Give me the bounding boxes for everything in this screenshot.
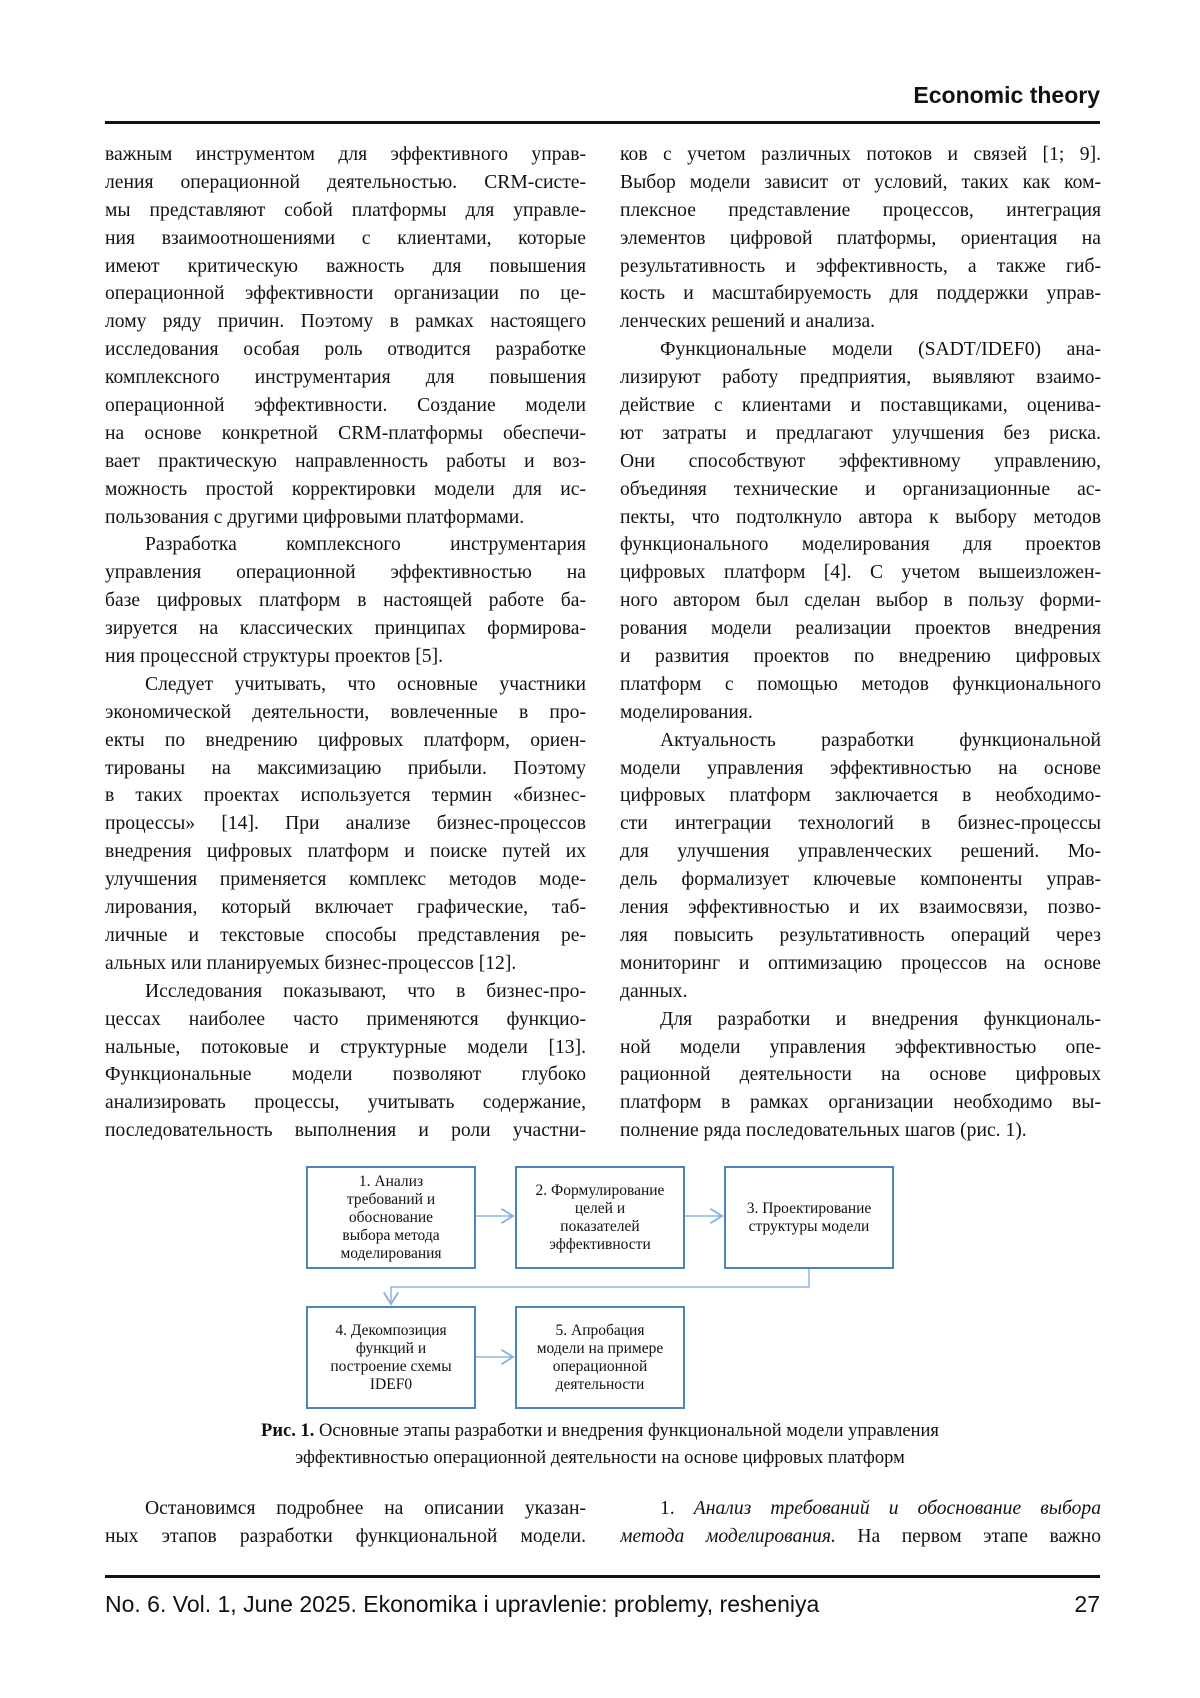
text-line: пользования с другими цифровыми платформами. — [105, 504, 586, 532]
caption-label: Рис. 1. — [261, 1421, 314, 1441]
step-label: 5. Апробация модели на примере операционной деятельности — [537, 1322, 664, 1394]
step-heading-cont: метода моделирования. — [620, 1526, 836, 1547]
step-number: 1. — [660, 1498, 694, 1519]
text-line: последовательность выполнения и роли участни- — [105, 1117, 586, 1145]
text-line: модели управления эффективностью на основе — [620, 755, 1101, 783]
step-heading: Анализ требований и обоснование выбора — [694, 1498, 1101, 1519]
text-line: анализировать процессы, учитывать содержание, — [105, 1089, 586, 1117]
text-line: экономической деятельности, вовлеченные в про- — [105, 699, 586, 727]
figure-caption — [0, 1418, 1200, 1472]
text-line: Выбор модели зависит от условий, таких как ком- — [620, 169, 1101, 197]
text-line: платформ с помощью методов функционального — [620, 671, 1101, 699]
bottom-right-paragraph — [620, 1495, 1101, 1551]
text-line: мониторинг и оптимизацию процессов на основе — [620, 950, 1101, 978]
step-box-1 — [306, 1166, 476, 1269]
step-label: 2. Формулирование целей и показателей эффективности — [536, 1182, 665, 1254]
text-line: Разработка комплексного инструментария — [105, 531, 586, 559]
text-line: цифровых платформ [4]. С учетом вышеизложен- — [620, 559, 1101, 587]
text-line: можность простой корректировки модели для ис- — [105, 476, 586, 504]
text-line: плексное представление процессов, интеграция — [620, 197, 1101, 225]
step-box-3 — [724, 1166, 894, 1269]
step-label: 1. Анализ требований и обоснование выбора метода моделирования — [340, 1173, 441, 1263]
text-line: ного автором был сделан выбор в пользу форми- — [620, 587, 1101, 615]
text-line: ной модели управления эффективностью опе- — [620, 1034, 1101, 1062]
text-line: ют затраты и предлагают улучшения без риска. — [620, 420, 1101, 448]
text-line: нальные, потоковые и структурные модели [13]. — [105, 1034, 586, 1062]
text-line: операционной эффективности. Создание модели — [105, 392, 586, 420]
text-line: кость и масштабируемость для поддержки управ- — [620, 280, 1101, 308]
footer-rule — [105, 1575, 1100, 1578]
text-line: Остановимся подробнее на описании указан- — [105, 1495, 586, 1523]
text-line: ния взаимоотношениями с клиентами, которые — [105, 225, 586, 253]
text-line: функционального моделирования для проектов — [620, 531, 1101, 559]
text-line: ных этапов разработки функциональной модели. — [105, 1523, 586, 1551]
text-line: Функциональные модели (SADT/IDEF0) ана- — [620, 336, 1101, 364]
text-line: базе цифровых платформ в настоящей работе ба- — [105, 587, 586, 615]
journal-info: No. 6. Vol. 1, June 2025. Ekonomika i upravlenie: problemy, resheniya — [105, 1591, 819, 1618]
text-line: данных. — [620, 978, 1101, 1006]
text-line: Для разработки и внедрения функциональ- — [620, 1006, 1101, 1034]
text-line: элементов цифровой платформы, ориентация на — [620, 225, 1101, 253]
text-line: ленческих решений и анализа. — [620, 308, 1101, 336]
text-line: ков с учетом различных потоков и связей [1; 9]. — [620, 141, 1101, 169]
text-line: лизируют работу предприятия, выявляют взаимо- — [620, 364, 1101, 392]
text-line: личные и текстовые способы представления ре- — [105, 922, 586, 950]
text-line: в таких проектах используется термин «бизнес- — [105, 782, 586, 810]
text-line: ляя повысить результативность операций через — [620, 922, 1101, 950]
text-line: лирования, который включает графические, таб- — [105, 894, 586, 922]
text-line: имеют критическую важность для повышения — [105, 253, 586, 281]
step-box-5 — [515, 1306, 685, 1409]
text-line: Исследования показывают, что в бизнес-про- — [105, 978, 586, 1006]
page-number: 27 — [1074, 1591, 1100, 1618]
text-line: и развития проектов по внедрению цифровых — [620, 643, 1101, 671]
caption-text-2: эффективностью операционной деятельности на основе цифровых платформ — [0, 1445, 1200, 1472]
body-text: На первом этапе важно — [836, 1526, 1101, 1547]
text-line: на основе конкретной CRM-платформы обеспечи- — [105, 420, 586, 448]
text-line: действие с клиентами и поставщиками, оценива- — [620, 392, 1101, 420]
step-label: 4. Декомпозиция функций и построение схемы IDEF0 — [330, 1322, 451, 1394]
caption-text: Основные этапы разработки и внедрения функциональной модели управления — [314, 1421, 939, 1441]
text-line: моделирования. — [620, 699, 1101, 727]
text-line: Следует учитывать, что основные участники — [105, 671, 586, 699]
text-line: рования модели реализации проектов внедрения — [620, 615, 1101, 643]
text-line: ния процессной структуры проектов [5]. — [105, 643, 586, 671]
text-line: Функциональные модели позволяют глубоко — [105, 1061, 586, 1089]
text-line: Они способствуют эффективному управлению, — [620, 448, 1101, 476]
text-line — [620, 1523, 1101, 1551]
text-line: полнение ряда последовательных шагов (рис. 1). — [620, 1117, 1101, 1145]
step-box-2 — [515, 1166, 685, 1269]
text-line: процессы» [14]. При анализе бизнес-процессов — [105, 810, 586, 838]
text-line: зируется на классических принципах формирова- — [105, 615, 586, 643]
text-line: важным инструментом для эффективного управ- — [105, 141, 586, 169]
text-line: рационной деятельности на основе цифровых — [620, 1061, 1101, 1089]
text-line: ления эффективностью и их взаимосвязи, позво- — [620, 894, 1101, 922]
text-line: объединяя технические и организационные ас- — [620, 476, 1101, 504]
bottom-left-paragraph — [105, 1495, 586, 1551]
text-line: улучшения применяется комплекс методов моде- — [105, 866, 586, 894]
text-line: пекты, что подтолкнуло автора к выбору методов — [620, 504, 1101, 532]
text-line: цифровых платформ заключается в необходимо- — [620, 782, 1101, 810]
text-line: мы представляют собой платформы для управле- — [105, 197, 586, 225]
text-line: операционной эффективности организации по це- — [105, 280, 586, 308]
text-line: екты по внедрению цифровых платформ, ориен- — [105, 727, 586, 755]
text-line: платформ в рамках организации необходимо вы- — [620, 1089, 1101, 1117]
text-line: Актуальность разработки функциональной — [620, 727, 1101, 755]
text-line: для улучшения управленческих решений. Мо- — [620, 838, 1101, 866]
text-line: лому ряду причин. Поэтому в рамках настоящего — [105, 308, 586, 336]
text-line — [620, 1495, 1101, 1523]
text-line: внедрения цифровых платформ и поиске путей их — [105, 838, 586, 866]
text-line: результативность и эффективность, а также гиб- — [620, 253, 1101, 281]
text-line: дель формализует ключевые компоненты управ- — [620, 866, 1101, 894]
step-label: 3. Проектирование структуры модели — [747, 1200, 872, 1236]
text-line: управления операционной эффективностью на — [105, 559, 586, 587]
text-line: исследования особая роль отводится разработке — [105, 336, 586, 364]
arrow-3-4 — [391, 1268, 809, 1304]
step-box-4 — [306, 1306, 476, 1409]
text-line: тированы на максимизацию прибыли. Поэтому — [105, 755, 586, 783]
text-line: ления операционной деятельностью. CRM-систе- — [105, 169, 586, 197]
text-line: цессах наиболее часто применяются функцио- — [105, 1006, 586, 1034]
text-line: сти интеграции технологий в бизнес-процессы — [620, 810, 1101, 838]
text-line: альных или планируемых бизнес-процессов [12]. — [105, 950, 586, 978]
text-line: комплексного инструментария для повышения — [105, 364, 586, 392]
text-line: вает практическую направленность работы и воз- — [105, 448, 586, 476]
section-title: Economic theory — [913, 82, 1100, 109]
